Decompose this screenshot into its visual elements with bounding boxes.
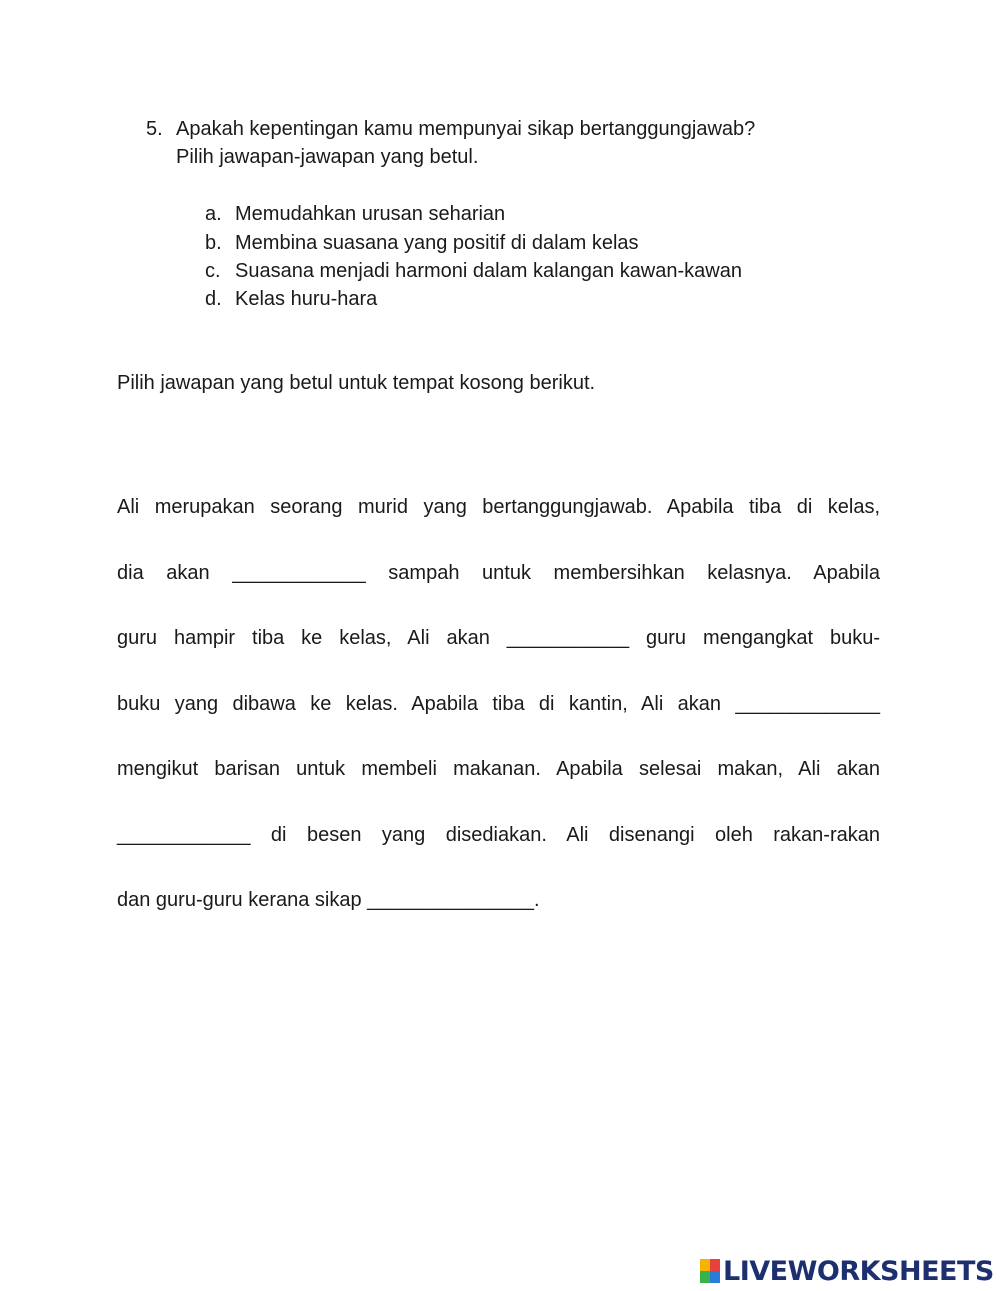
option-text: Kelas huru-hara — [235, 288, 378, 310]
option-letter: d. — [205, 288, 222, 310]
brand-name: LIVEWORKSHEETS — [723, 1255, 994, 1287]
option-text: Suasana menjadi harmoni dalam kalangan kawan-kawan — [235, 260, 742, 282]
paragraph-line: Ali merupakan seorang murid yang bertanggungjawab. Apabila tiba di kelas, — [117, 496, 880, 518]
option-text: Membina suasana yang positif di dalam kelas — [235, 232, 639, 254]
option-text: Memudahkan urusan seharian — [235, 203, 506, 225]
paragraph-line-blank-5[interactable]: dan guru-guru kerana sikap _______________. — [117, 889, 540, 911]
option-letter: b. — [205, 232, 222, 254]
option-letter: a. — [205, 203, 222, 225]
option-d[interactable] — [205, 288, 377, 311]
option-letter: c. — [205, 260, 221, 282]
liveworksheets-icon — [700, 1259, 720, 1283]
option-b[interactable] — [205, 232, 639, 255]
option-a[interactable] — [205, 203, 505, 226]
question-text: Apakah kepentingan kamu mempunyai sikap bertanggungjawab? — [176, 118, 756, 140]
liveworksheets-logo — [700, 1256, 994, 1286]
question-subtext: Pilih jawapan-jawapan yang betul. — [176, 146, 479, 168]
fill-in-instruction: Pilih jawapan yang betul untuk tempat kosong berikut. — [117, 372, 596, 394]
paragraph-line-blank-4[interactable]: ____________ di besen yang disediakan. Ali disenangi oleh rakan-rakan — [117, 824, 880, 846]
paragraph-line: mengikut barisan untuk membeli makanan. Apabila selesai makan, Ali akan — [117, 758, 880, 780]
paragraph-line-blank-2[interactable]: guru hampir tiba ke kelas, Ali akan ___________ guru mengangkat buku- — [117, 627, 880, 649]
question-number: 5. — [146, 118, 163, 140]
paragraph-line-blank-3[interactable]: buku yang dibawa ke kelas. Apabila tiba di kantin, Ali akan _____________ — [117, 693, 880, 715]
paragraph-line-blank-1[interactable]: dia akan ____________ sampah untuk membersihkan kelasnya. Apabila — [117, 562, 880, 584]
option-c[interactable] — [205, 260, 742, 283]
